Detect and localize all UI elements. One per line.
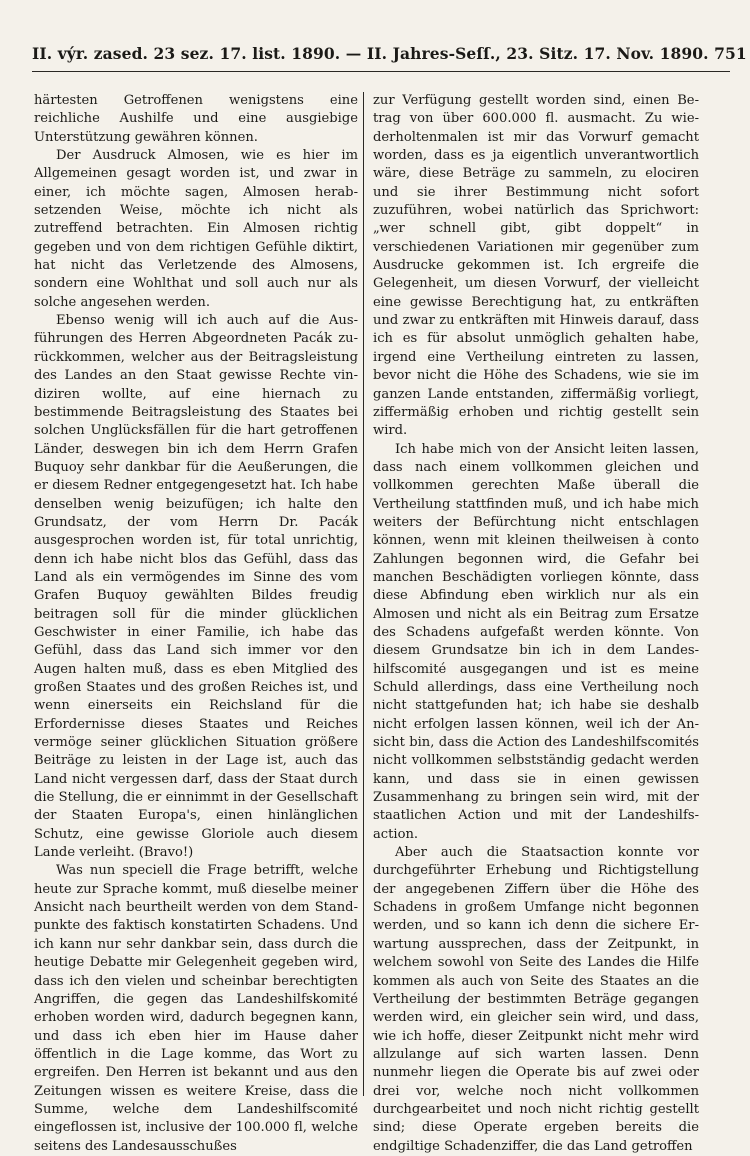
running-header [32, 44, 747, 63]
paragraph: härtesten Getroffenen wenigstens eine reichliche Aushilfe und eine ausgiebige Unterstützung gewähren können. [34, 93, 358, 145]
paragraph: Ich habe mich von der Ansicht leiten lassen, dass nach einem vollkommen gleichen und vollkommen gerechten Maße überall die Vertheilung stattfinden muß, und ich habe mich weiters der Befürchtung nicht entschlagen können, wenn mit kleinen theilweisen à conto Zahlungen begonnen wird, die Gefahr bei manchen Beschädigten vorliegen könnte, dass diese Abfindung eben wirklich nur als ein Almosen und nicht als ein Beitrag zum Ersatze des Schadens aufgefaßt werden könnte. Von diesem Grundsatze bin ich in dem Landeshilfscomité ausgegangen und ist es meine Schuld allerdings, dass eine Vertheilung noch nicht stattgefunden hat; ich habe sie deshalb nicht erfolgen lassen können, weil ich der Ansicht bin, dass die Action des Landeshilfscomités nicht vollkommen selbstständig gedacht werden kann, und dass sie in einen gewissen Zusammenhang zu bringen sein wird, mit der staatlichen Action und mit der Landeshilfsaction. [373, 441, 699, 842]
paragraph: Was nun speciell die Frage betrifft, welche heute zur Sprache kommt, muß dieselbe meiner Ansicht nach beurtheilt werden von dem Standpunkte des faktisch konstatirten Schadens. Und ich kann nur sehr dankbar sein, dass durch die heutige Debatte mir Gelegenheit gegeben wird, dass ich den vielen und scheinbar berechtigten Angriffen, die gegen das Landeshilfskomité erhoben worden wird, dadurch begegnen kann, und dass ich eben hier im Hause daher öffentlich in die Lage komme, das Wort zu ergreifen. Den Herren ist bekannt und aus den Zeitungen wissen es weitere Kreise, dass die Summe, welche dem Landeshilfscomité eingeflossen ist, inclusive der 100.000 fl, welche seitens des Landesausschußes [34, 863, 358, 1154]
header-title: II. výr. zased. 23 sez. 17. list. 1890. — II. Jahres-Seſſ., 23. Sitz. 17. Nov. 1890. 751 [32, 44, 747, 63]
paragraph: zur Verfügung gestellt worden sind, einen Betrag von über 600.000 fl. ausmacht. Zu wiederholtenmalen ist mir das Vorwurf gemacht worden, dass es ja eigentlich unverantwortlich wäre, diese Beträge zu sammeln, zu elociren und sie ihrer Bestimmung nicht sofort zuzuführen, wobei natürlich das Sprichwort: „wer schnell gibt, gibt doppelt“ in verschiedenen Variationen mir gegenüber zum Ausdrucke gekommen ist. Ich ergreife die Gelegenheit, um diesen Vorwurf, der vielleicht eine gewisse Berechtigung hat, zu entkräften und zwar zu entkräften mit Hinweis darauf, dass ich es für absolut unmöglich gehalten habe, irgend eine Vertheilung eintreten zu lassen, bevor nicht die Höhe des Schadens, wie sie im ganzen Lande entstanden, ziffermäßig vorliegt, ziffermäßig erhoben und richtig gestellt sein wird. [373, 93, 699, 439]
column-divider [363, 92, 364, 1096]
right-column [373, 92, 699, 1156]
paragraph: Der Ausdruck Almosen, wie es hier im Allgemeinen gesagt worden ist, und zwar in einer, ich möchte sagen, Almosen herabsetzenden Weise, möchte ich nicht als zutreffend betrachten. Ein Almosen richtig gegeben und von dem richtigen Gefühle diktirt, hat nicht das Verletzende des Almosens, sondern eine Wohlthat und soll auch nur als solche angesehen werden. [34, 148, 358, 310]
paragraph: Aber auch die Staatsaction konnte vor durchgeführter Erhebung und Richtigstellung der angegebenen Ziffern über die Höhe des Schadens in großem Umfange nicht begonnen werden, und so kann ich denn die sichere Erwartung aussprechen, dass der Zeitpunkt, in welchem sowohl von Seite des Landes die Hilfe kommen als auch von Seite des Staates an die Vertheilung der bestimmten Beträge gegangen werden wird, ein gleicher sein wird, und dass, wie ich hoffe, dieser Zeitpunkt nicht mehr wird allzulange auf sich warten lassen. Denn nunmehr liegen die Operate bis auf zwei oder drei vor, welche noch nicht vollkommen durchgearbeitet und noch nicht richtig gestellt sind; diese Operate ergeben bereits die endgiltige Schadenziffer, die das Land getroffen [373, 845, 699, 1154]
paragraph: Ebenso wenig will ich auch auf die Ausführungen des Herren Abgeordneten Pacák zurückkommen, welcher aus der Beitragsleistung des Landes an den Staat gewisse Rechte vindiziren wollte, auf eine hiernach zu bestimmende Beitragsleistung des Staates bei solchen Unglücksfällen für die hart getroffenen Länder, deswegen bin ich dem Herrn Grafen Buquoy sehr dankbar für die Aeußerungen, die er diesem Redner entgegengesetzt hat. Ich habe denselben wenig beizufügen; ich halte den Grundsatz, der vom Herrn Dr. Pacák ausgesprochen worden ist, für total unrichtig, denn ich habe nicht blos das Gefühl, dass das Land als ein vermögendes im Sinne des vom Grafen Buquoy gewählten Bildes freudig beitragen soll für die minder glücklichen Geschwister in einer Familie, ich habe das Gefühl, dass das Land sich immer vor den Augen halten muß, dass es eben Mitglied des großen Staates und des großen Reiches ist, und wenn einerseits ein Reichsland für die Erfordernisse dieses Staates und Reiches vermöge seiner glücklichen Situation größere Beiträge zu leisten in der Lage ist, auch das Land nicht vergessen darf, dass der Staat durch die Stellung, die er einnimmt in der Gesellschaft der Staaten Europa's, einen hinlänglichen Schutz, eine gewisse Gloriole auch diesem Lande verleiht. (Bravo!) [34, 313, 358, 861]
header-rule [32, 71, 730, 72]
left-column [34, 92, 358, 1156]
